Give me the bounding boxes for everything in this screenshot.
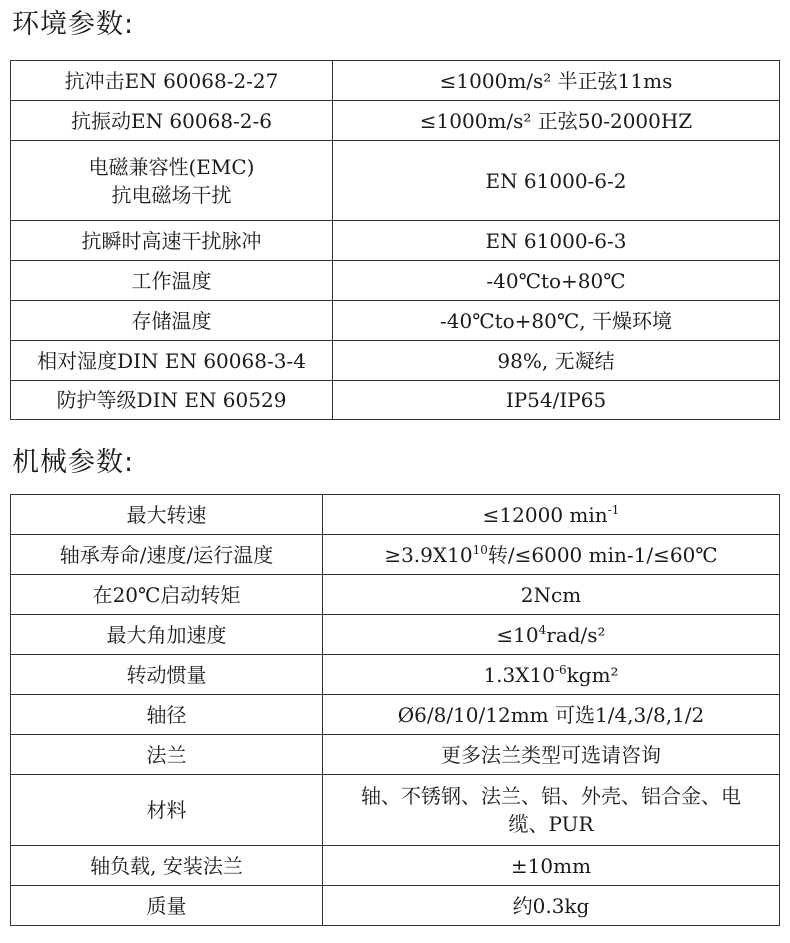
param-label-starting-torque: 在20℃启动转矩 [11,575,323,615]
param-label-shaft-load: 轴负载, 安装法兰 [11,846,323,886]
param-value-material: 轴、不锈钢、法兰、铝、外壳、铝合金、电缆、PUR [323,775,780,846]
param-value-shaft-diameter: Ø6/8/10/12mm 可选1/4,3/8,1/2 [323,695,780,735]
value-text: kgm² [566,662,619,687]
param-label-moment-of-inertia: 转动惯量 [11,655,323,695]
param-label-protection: 防护等级DIN EN 60529 [11,381,333,420]
table-row [11,735,780,775]
param-value-weight: 约0.3kg [323,886,780,926]
table-row [11,575,780,615]
value-superscript: 4 [538,622,547,637]
table-row [11,615,780,655]
value-text: ≤10 [496,622,539,647]
param-label-humidity: 相对湿度DIN EN 60068-3-4 [11,341,333,381]
value-text: 1.3X10 [483,662,555,687]
table-row [11,846,780,886]
param-label-storage-temp: 存储温度 [11,301,333,341]
table-row [11,886,780,926]
param-value-vibration: ≤1000m/s² 正弦50-2000HZ [333,101,780,141]
param-value-protection: IP54/IP65 [333,381,780,420]
value-text: ≥3.9X10 [384,542,473,567]
table-row [11,221,780,261]
table-row [11,535,780,575]
param-value-moment-of-inertia [323,655,780,695]
param-label-max-angular-accel: 最大角加速度 [11,615,323,655]
param-value-burst: EN 61000-6-3 [333,221,780,261]
environment-parameters-table [10,60,780,420]
table-row [11,655,780,695]
value-text: ≤12000 min [482,502,608,527]
value-text: rad/s² [546,622,606,647]
table-row [11,381,780,420]
param-value-max-speed [323,495,780,535]
table-row [11,101,780,141]
table-row [11,495,780,535]
value-text: 转/≤6000 min-1/≤60℃ [487,542,718,567]
table-row [11,695,780,735]
mechanical-section-title: 机械参数: [12,447,135,478]
param-value-humidity: 98%, 无凝结 [333,341,780,381]
table-row [11,261,780,301]
param-value-shaft-load: ±10mm [323,846,780,886]
param-label-bearing-life: 轴承寿命/速度/运行温度 [11,535,323,575]
value-superscript: -1 [607,502,620,517]
param-label-material: 材料 [11,775,323,846]
value-superscript: 10 [472,542,488,557]
param-label-shock: 抗冲击EN 60068-2-27 [11,61,333,101]
param-value-starting-torque: 2Ncm [323,575,780,615]
param-label-shaft-diameter: 轴径 [11,695,323,735]
param-value-storage-temp: -40℃to+80℃, 干燥环境 [333,301,780,341]
param-label-burst: 抗瞬时高速干扰脉冲 [11,221,333,261]
table-row [11,775,780,846]
table-row [11,341,780,381]
param-label-operating-temp: 工作温度 [11,261,333,301]
table-row [11,301,780,341]
value-superscript: -6 [554,662,567,677]
param-label-max-speed: 最大转速 [11,495,323,535]
param-value-emc: EN 61000-6-2 [333,141,780,221]
param-value-flange: 更多法兰类型可选请咨询 [323,735,780,775]
param-label-weight: 质量 [11,886,323,926]
param-label-vibration: 抗振动EN 60068-2-6 [11,101,333,141]
environment-section-title: 环境参数: [12,9,135,40]
param-value-shock: ≤1000m/s² 半正弦11ms [333,61,780,101]
param-value-max-angular-accel [323,615,780,655]
param-value-operating-temp: -40℃to+80℃ [333,261,780,301]
param-label-flange: 法兰 [11,735,323,775]
table-row [11,141,780,221]
param-label-emc: 电磁兼容性(EMC) 抗电磁场干扰 [11,141,333,221]
mechanical-parameters-table [10,494,780,926]
table-row [11,61,780,101]
param-value-bearing-life [323,535,780,575]
